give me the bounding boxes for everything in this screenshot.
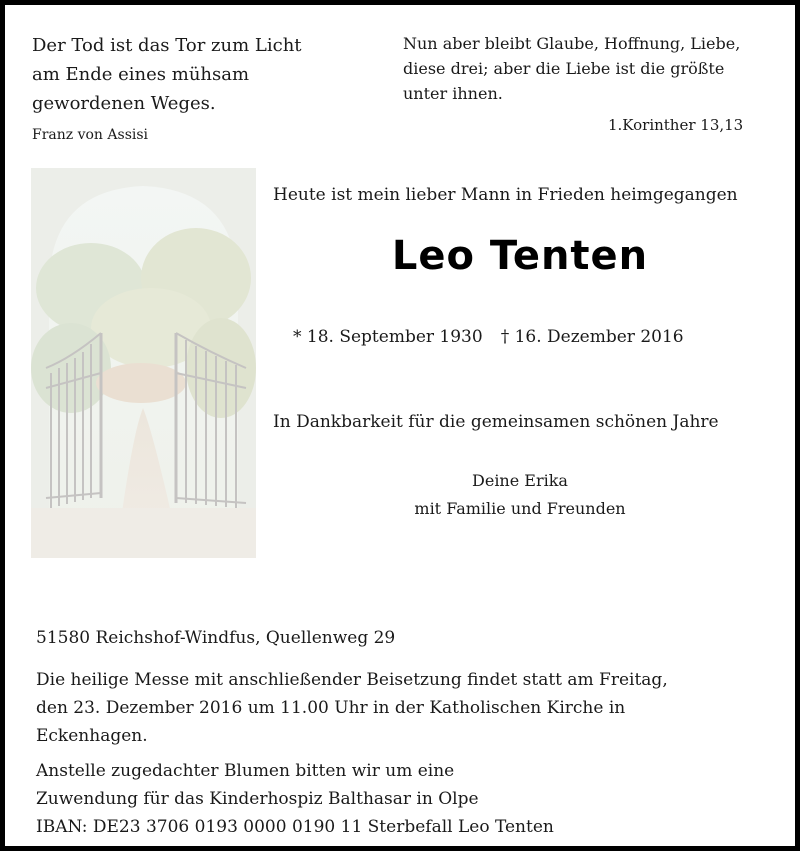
- address: 51580 Reichshof-Windfus, Quellenweg 29: [36, 628, 396, 648]
- mass-info: [36, 666, 726, 750]
- quote-right: [403, 31, 740, 106]
- mass-info-line: den 23. Dezember 2016 um 11.00 Uhr in der Katholischen Kirche in: [36, 698, 626, 718]
- donation-info-line: IBAN: DE23 3706 0193 0000 0190 11 Sterbefall Leo Tenten: [36, 817, 554, 837]
- mass-info-line: Eckenhagen.: [36, 726, 148, 746]
- quote-left: [32, 31, 302, 118]
- quote-left-line: gewordenen Weges.: [32, 93, 216, 114]
- signature: [255, 467, 785, 523]
- quote-left-author: Franz von Assisi: [32, 127, 149, 143]
- deceased-name: Leo Tenten: [391, 233, 649, 279]
- donation-info-line: Zuwendung für das Kinderhospiz Balthasar in Olpe: [36, 789, 479, 809]
- life-dates: [293, 327, 684, 347]
- announcement-heading: Heute ist mein lieber Mann in Frieden heimgegangen: [273, 185, 738, 205]
- signature-line: mit Familie und Freunden: [414, 499, 626, 518]
- donation-info-line: Anstelle zugedachter Blumen bitten wir um eine: [36, 761, 455, 781]
- quote-right-line: unter ihnen.: [403, 84, 503, 103]
- quote-left-line: am Ende eines mühsam: [32, 64, 250, 85]
- signature-line: Deine Erika: [472, 471, 568, 490]
- birth-date: * 18. September 1930: [293, 327, 483, 347]
- donation-info: [36, 757, 554, 841]
- quote-right-line: Nun aber bleibt Glaube, Hoffnung, Liebe,: [403, 34, 741, 53]
- quote-left-line: Der Tod ist das Tor zum Licht: [32, 35, 302, 56]
- quote-right-source: 1.Korinther 13,13: [608, 116, 744, 134]
- garden-gate-illustration: [31, 168, 256, 558]
- death-date: † 16. Dezember 2016: [500, 327, 684, 347]
- quote-right-line: diese drei; aber die Liebe ist die größte: [403, 59, 725, 78]
- mass-info-line: Die heilige Messe mit anschließender Beisetzung findet statt am Freitag,: [36, 670, 668, 690]
- thanks-line: In Dankbarkeit für die gemeinsamen schönen Jahre: [273, 412, 719, 432]
